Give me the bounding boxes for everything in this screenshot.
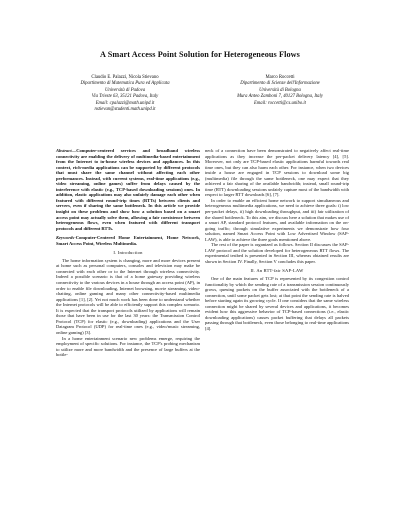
author-names: Claudio E. Palazzi, Nicola Stievano [91,75,159,80]
author-affiliation: Dipartimento di Scienze dell'Informazione [240,81,320,87]
intro-paragraph-2: In a home entertainment scenario new problems emerge, requiring the employment of specific solutions. For instance, the TCP's probing mechanism to utilize more and more bandwidth and the presence of large buffers at the bottle- [56,335,200,358]
section-heading-sap-law: II. An RTT-fair SAP-LAW [250,268,304,274]
author-names: Marco Roccetti [265,75,295,80]
intro-paragraph-3: neck of a connection have been demonstrated to negatively affect real-time applications as they increase the per-packet delivery latency [4], [5]. Moreover, not only are TCP-based elastic applications harmful towards real time ones, but they can also harm each other. For instance, when two devices inside a house are engaged in TCP sessions to download some big (multimedia) file through the same bottleneck, one may expect that they achieved a fair sharing of the available bandwidth; instead, small round-trip time (RTT) downloading sessions unfairly capture most of the bandwidth with respect to larger RTT downloads [6], [7]. [205,148,349,198]
author-address: Via Trieste 63, 35121 Padova, Italy [91,94,159,100]
left-column [56,148,200,358]
author-block-2 [220,75,340,107]
keywords [56,235,200,246]
keywords-text: -Computer-Centered Home Entertainment, Home Network, Smart Access Point, Wireless Multimedia. [56,235,200,246]
sap-law-paragraph-1: One of the main features of TCP is represented by its congestion control functionality by which the sending rate of a transmission session continuously grows, queuing packets on the buffer associated with the bottleneck of a connection, until some packet gets lost; at that point the sending rate is halved before starting again its growing cycle. If one considers that the same wireless connection might be shared by several devices and applications, it becomes evident how this aggressive behavior of TCP-based connections (i.e., elastic downloading applications) causes packet buffering that delays all packets passing through that bottleneck, even those belonging to real-time applications [4]. [205,276,349,331]
keywords-lead: Keywords [56,235,75,241]
author-address: Mura Anteo Zamboni 7, 40127 Bologna, Italy [237,94,323,100]
author-affiliation: Dipartimento di Matematica Pura ed Applicata [80,81,170,87]
author-institution: Università di Bologna [259,87,301,93]
intro-paragraph-4: In order to enable an efficient home network to support simultaneous and heterogeneous multimedia applications, we need to achieve three goals: i) low per-packet delays, ii) high downloading throughput, and iii) fair utilization of the shared bottleneck. To this aim, we discuss here a solution that makes use of a smart AP, standard protocol features, and available information on the on-going traffic; through simulative experiments we demonstrate how four solution, named Smart Access Point with Low Advertised Window (SAP-LAW), is able to achieve the three goals mentioned above. [205,197,349,242]
author-email: Email: roccetti@cs.unibo.it [254,100,306,106]
author-block-1 [70,75,180,113]
abstract [56,148,200,231]
author-institution: Università di Padova [104,87,146,93]
intro-paragraph-5: The rest of the paper is organized as follows. Section II discusses the SAP-LAW protocol and the solution developed for heterogeneous RTT flows. The experimental testbed is presented in Section III, whereas obtained results are shown in Section IV. Finally, Section V concludes this paper. [205,242,349,264]
section-heading-introduction: I. Introduction [113,250,143,256]
author-email: Email: cpalazzi@math.unipd.it [95,100,155,106]
abstract-lead: Abstract [56,148,72,153]
paper-title: A Smart Access Point Solution for Heterogeneous Flows [100,50,300,59]
right-column [205,148,349,332]
abstract-text: —Computer-centered services and broadband wireless connectivity are enabling the delivery of multimedia-based entertainment from the Internet to in-house wireless devices and appliances. In this context, rich-media applications can be supported by different protocols that must share the same channel without affecting each other performances. Instead, with current systems, real-time applications (e.g., video streaming, online games) suffer from delays caused by the interference with elastic (e.g., TCP-based downloading sessions) ones. In addition, elastic applications may also unfairly damage each other when featured with different round-trip times (RTTs) between clients and servers, even if sharing the same bottleneck. In this article we provide insight on these problems and show how a solution based on a smart access point may actually solve them, allowing a fair coexistence between heterogeneous flows, even when featured with different transport protocols and different RTTs. [56,148,200,231]
author-email-2: nstievan@studenti.math.unipd.it [94,107,156,113]
intro-paragraph-1: The home information system is changing, more and more devices present at home such as personal computers, consoles and television may make be connected with each other or to the Internet through wireless connectivity. Indeed a possible scenario is that of a home gateway providing wireless connectivity to the various devices in a house through an access point (AP), in order to enable file downloading, Internet browsing, movie streaming, video-chatting, online gaming and many other connectivity-based multimedia applications [1], [2]. Yet not much work has been done to understand whether the Internet protocols will be able to efficiently support this complex scenario. It is expected that the transport protocols utilized by applications will remain those that have been in use for the last 30 years: the Transmission Control Protocol (TCP) for elastic (e.g., downloading) applications and the User Datagram Protocol (UDP) for real-time ones (e.g., video/music streaming, online gaming) [3]. [56,257,200,335]
